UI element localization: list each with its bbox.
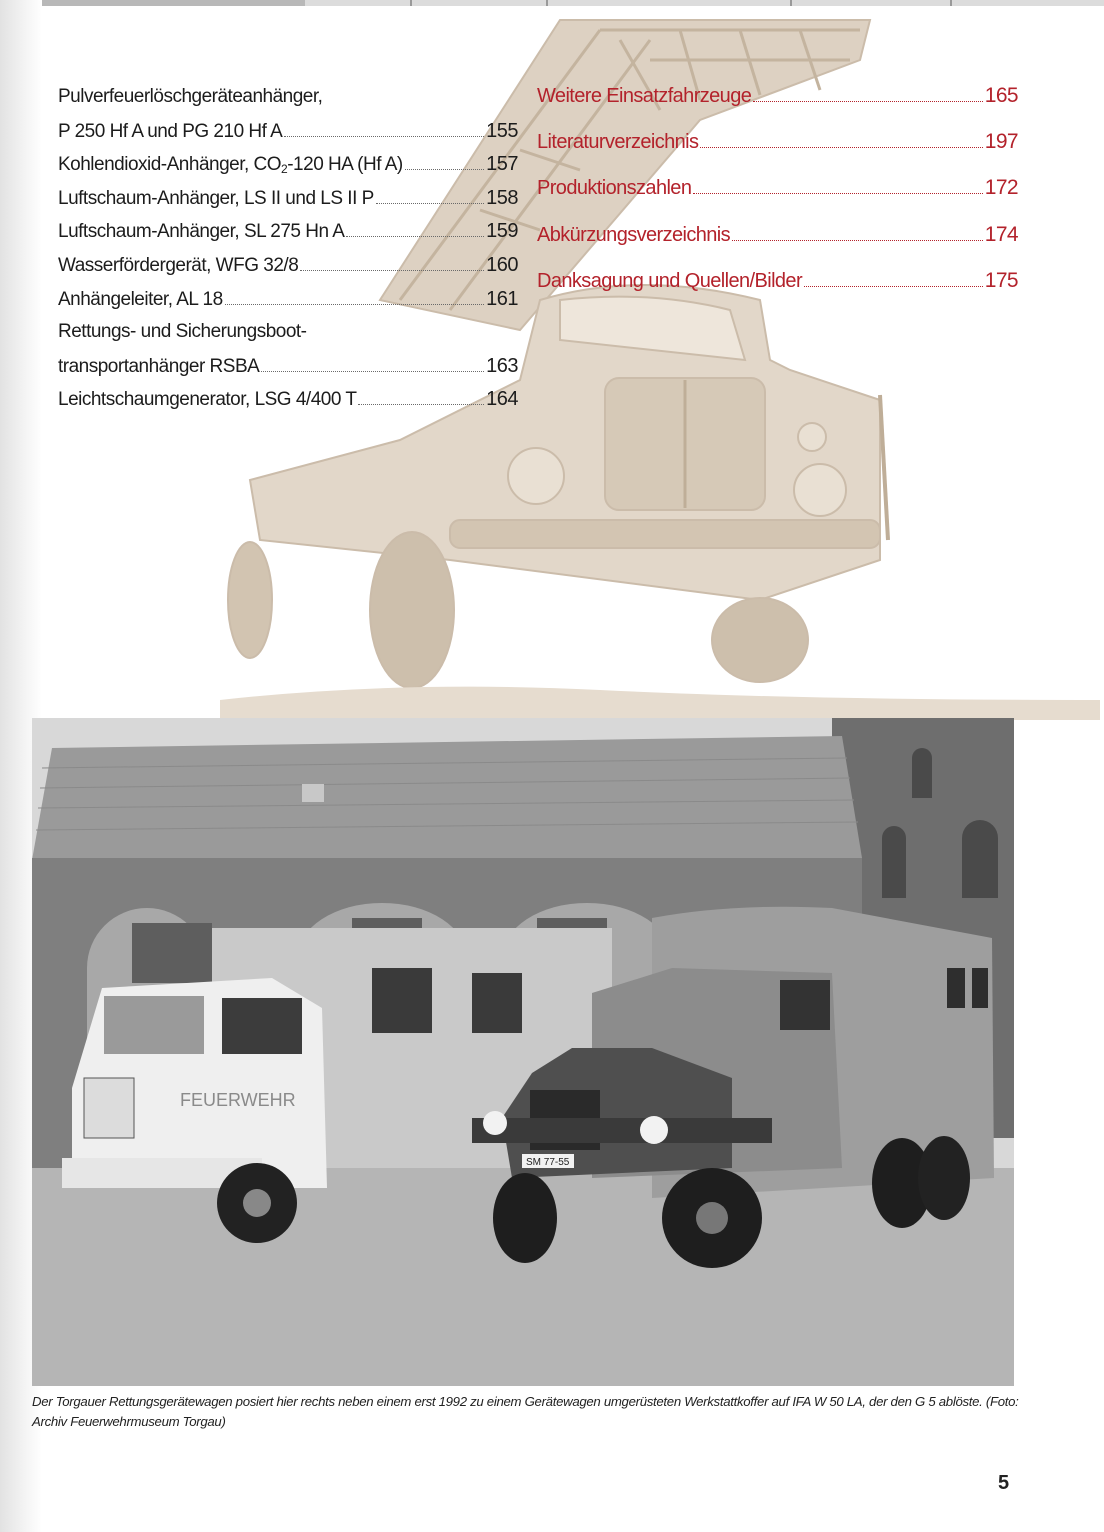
leader-dots (804, 286, 983, 287)
toc-page-number: 174 (984, 222, 1018, 246)
toc-page-number: 159 (486, 220, 518, 243)
toc-entry: Luftschaum-Anhänger, SL 275 Hn A 159 (58, 220, 518, 243)
leader-dots (732, 240, 983, 241)
toc-entry: Wasserfördergerät, WFG 32/8 160 (58, 253, 518, 276)
leader-dots (376, 203, 484, 204)
toc-page-number: 155 (486, 119, 518, 142)
toc-page-number: 175 (984, 268, 1018, 292)
photo-caption: Der Torgauer Rettungsgerätewagen posiert hier rechts neben einem erst 1992 zu einem Gerätewagen umgerüsteten Werkstattkoffer auf IFA W 50 LA, der den G 5 ablöste. (Foto: Archiv Feuerwehrmuseum Torgau) (32, 1394, 1019, 1429)
toc-entry: Leichtschaumgenerator, LSG 4/400 T 164 (58, 388, 518, 411)
toc-entry: Rettungs- und Sicherungsboot- (58, 321, 307, 343)
fire-trucks-photo (32, 718, 1014, 1386)
leader-dots (261, 371, 484, 372)
toc-entry: Abkürzungsverzeichnis 174 (537, 222, 1018, 246)
leader-dots (284, 136, 484, 137)
toc-entry: Weitere Einsatzfahrzeuge 165 (537, 84, 1018, 107)
toc-entry: Literaturverzeichnis 197 (537, 130, 1018, 154)
toc-page-number: 163 (486, 354, 518, 377)
toc-left-column (58, 86, 518, 422)
toc-page-number: 197 (984, 130, 1018, 154)
toc-entry: Produktionszahlen 172 (537, 176, 1018, 200)
toc-page-number: 172 (984, 176, 1018, 200)
toc-page-number: 160 (486, 253, 518, 276)
leader-dots (358, 404, 484, 405)
leader-dots (693, 193, 982, 194)
leader-dots (346, 236, 484, 237)
toc-entry: Luftschaum-Anhänger, LS II und LS II P 158 (58, 186, 518, 209)
toc-page-number: 165 (984, 84, 1018, 107)
toc-entry: Kohlendioxid-Anhänger, $CO_2-120$ HA (Hf A) 157 (58, 153, 518, 177)
license-plate: SM 77-55 (526, 1157, 570, 1168)
toc-entry: P 250 Hf A und PG 210 Hf A 155 (58, 119, 518, 142)
leader-dots (405, 169, 484, 170)
toc-right-column (537, 84, 1018, 315)
page-number: 5 (998, 1472, 1010, 1494)
toc-page-number: 164 (486, 388, 518, 411)
toc-entry: transportanhänger RSBA 163 (58, 354, 518, 377)
toc-entry: Anhängeleiter, AL 18 161 (58, 287, 518, 310)
toc-entry: Pulverfeuerlöschgeräteanhänger, (58, 86, 323, 107)
toc-page-number: 157 (486, 153, 518, 176)
leader-dots (700, 147, 982, 148)
leader-dots (753, 101, 983, 102)
toc-entry: Danksagung und Quellen/Bilder 175 (537, 268, 1018, 292)
leader-dots (300, 270, 484, 271)
toc-page-number: 161 (486, 287, 518, 310)
truck-lettering: FEUERWEHR (180, 1090, 296, 1110)
toc-page-number: 158 (486, 186, 518, 209)
leader-dots (225, 304, 484, 305)
